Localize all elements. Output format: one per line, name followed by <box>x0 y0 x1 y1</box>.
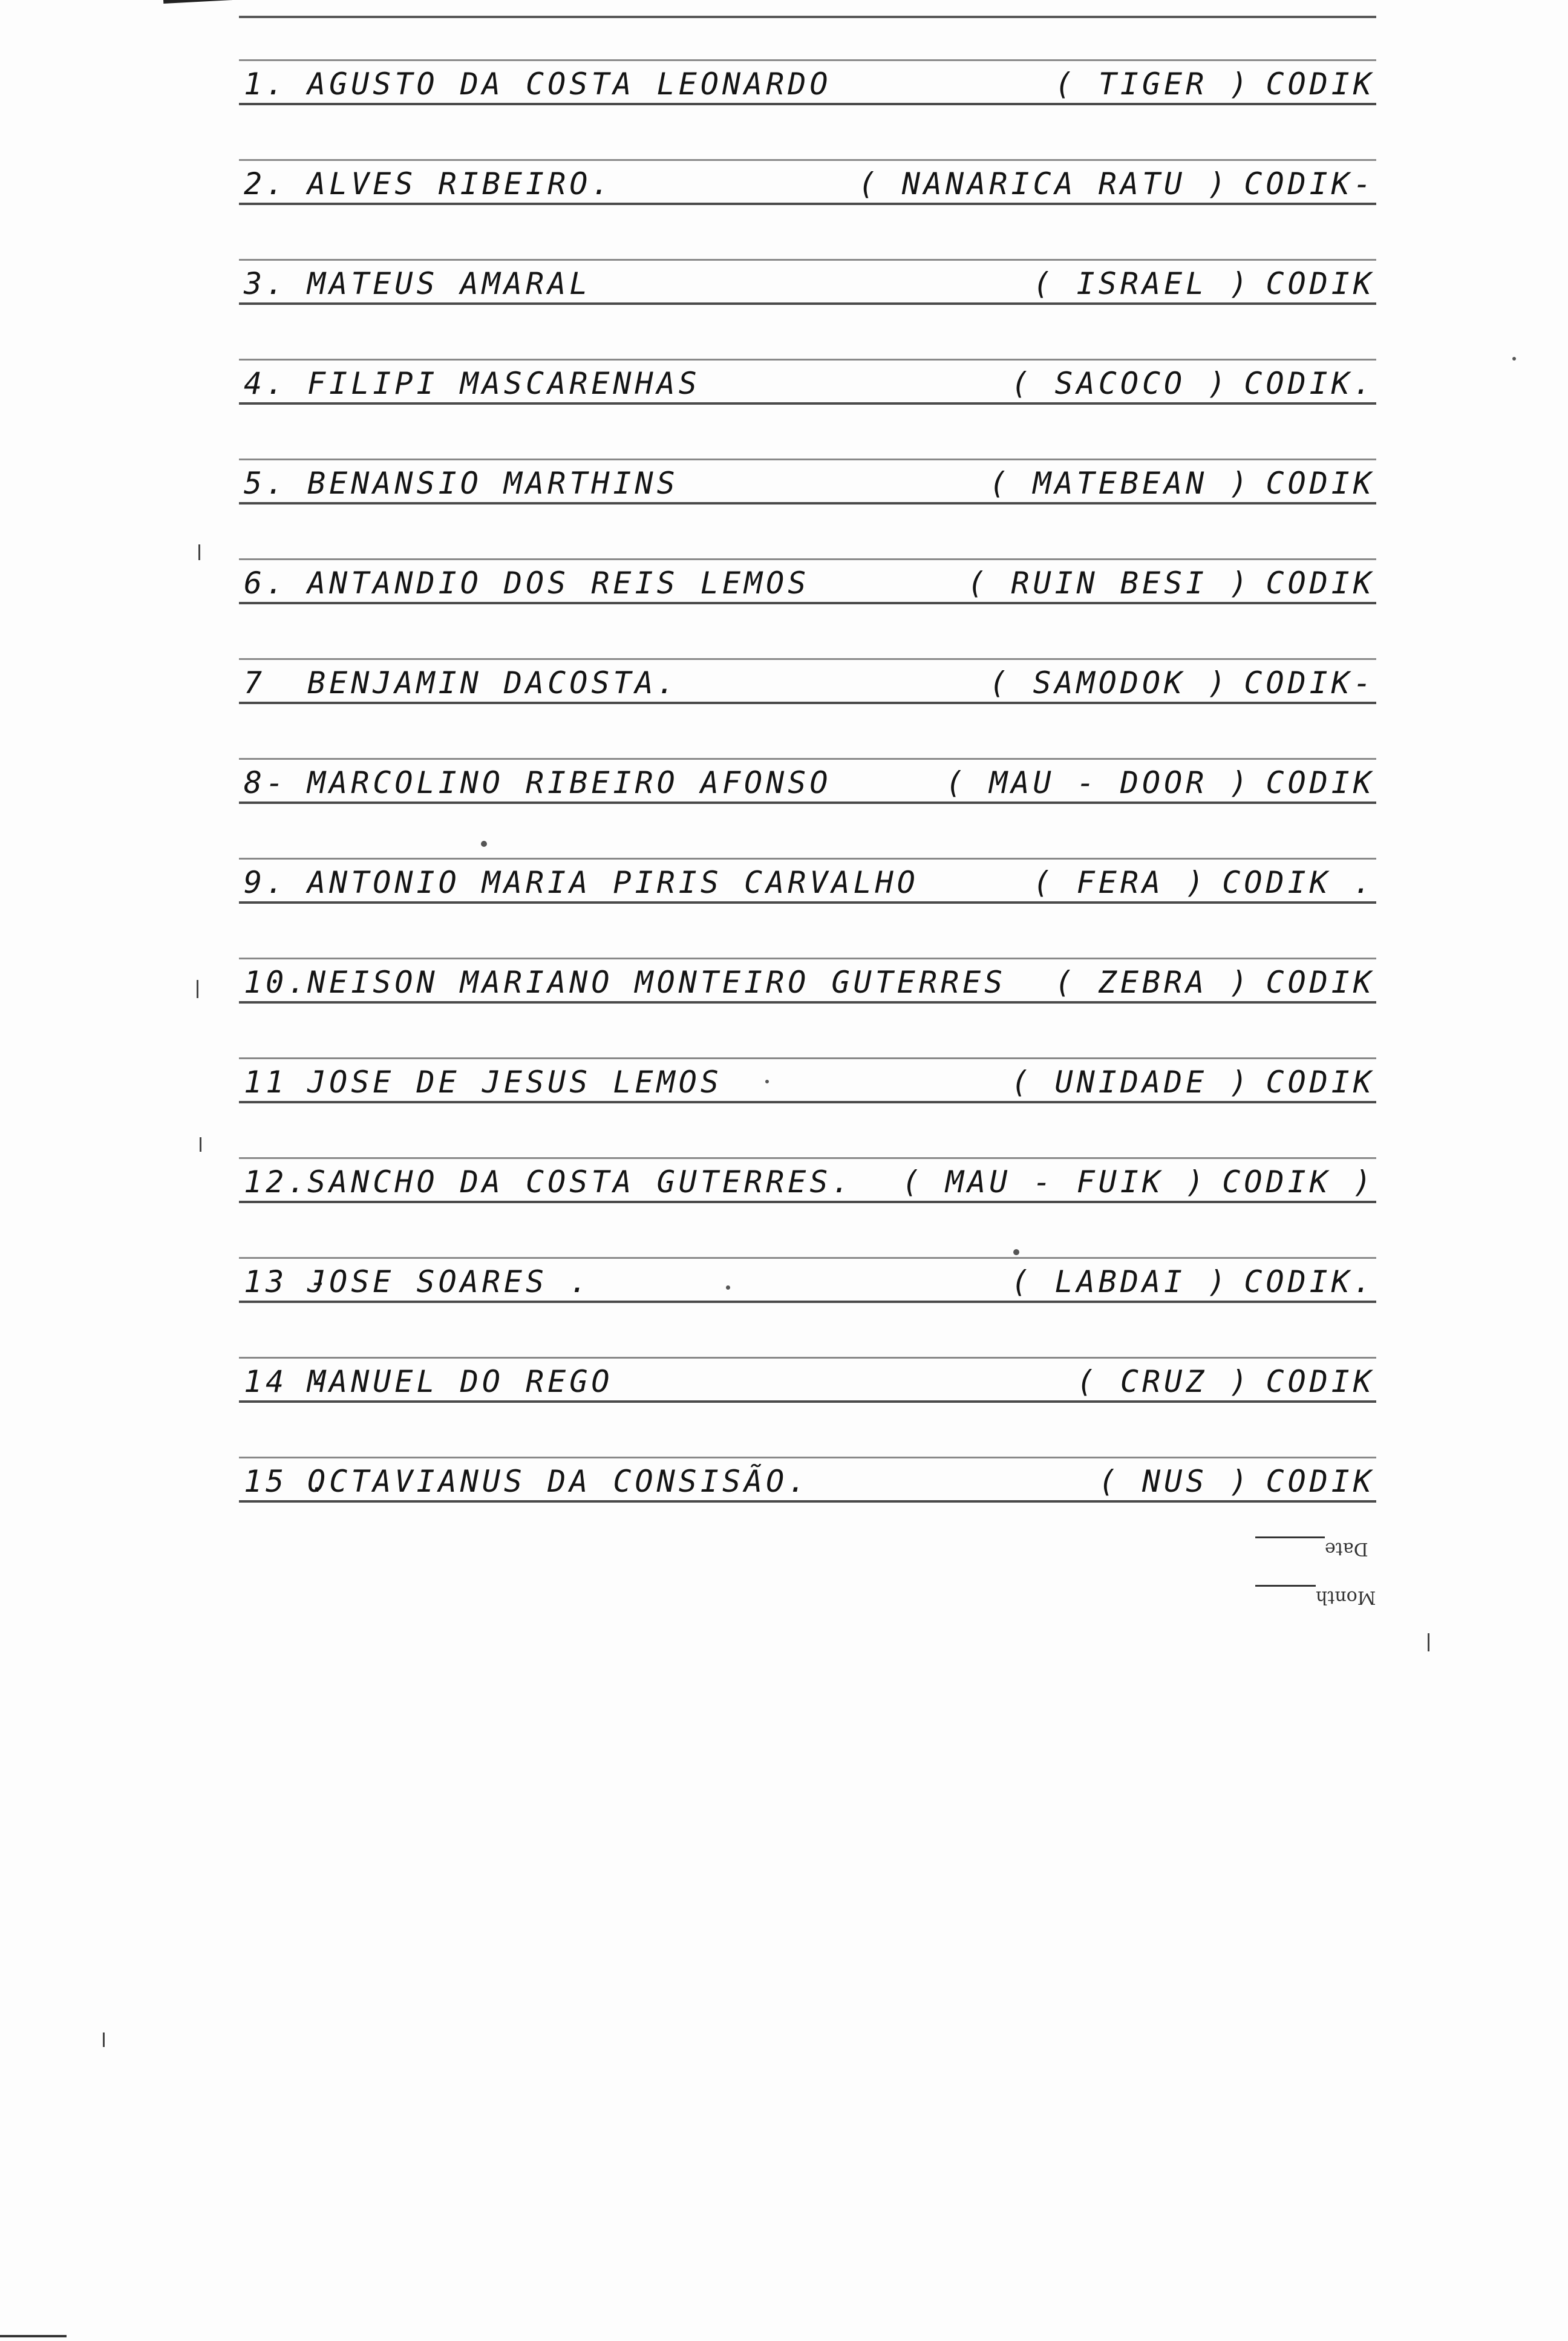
list-item <box>239 1110 1376 1209</box>
code-label: CODIK. <box>1244 366 1375 401</box>
entry-line <box>244 165 1375 201</box>
entry-line <box>244 65 1375 102</box>
person-name: NEISON MARIANO MONTEIRO GUTERRES <box>307 965 1007 1000</box>
entry-line <box>244 1063 1375 1100</box>
nickname: ( MAU - FUIK ) <box>901 1164 1208 1200</box>
code-label: CODIK ) <box>1222 1164 1375 1200</box>
margin-mark <box>200 1137 201 1152</box>
entry-number: 6. <box>244 566 288 601</box>
ruled-line <box>239 1201 1376 1203</box>
ink-speck <box>481 841 487 847</box>
ruled-line <box>239 1157 1376 1159</box>
entry-line <box>244 1163 1375 1200</box>
list-item <box>239 1310 1376 1409</box>
ruled-line <box>239 159 1376 161</box>
person-name: ANTONIO MARIA PIRIS CARVALHO <box>307 865 919 900</box>
person-name: MARCOLINO RIBEIRO AFONSO <box>307 765 832 800</box>
person-name: SANCHO DA COSTA GUTERRES. <box>307 1164 854 1200</box>
entry-line <box>244 664 1375 700</box>
entry-line <box>244 1463 1375 1499</box>
entry-number: 14 - <box>244 1364 332 1399</box>
ruled-line <box>239 558 1376 560</box>
entry-number: 13 - <box>244 1264 332 1299</box>
person-name: MANUEL DO REGO <box>307 1364 613 1399</box>
entry-number: 11 <box>244 1065 288 1100</box>
ruled-line <box>239 958 1376 959</box>
nickname: ( MAU - DOOR ) <box>946 765 1252 800</box>
code-label: CODIK <box>1266 566 1375 601</box>
person-name: MATEUS AMARAL <box>307 266 592 301</box>
nickname: ( NANARICA RATU ) <box>858 166 1230 201</box>
ink-speck <box>1013 1249 1019 1255</box>
ruled-line <box>239 1357 1376 1359</box>
nickname: ( RUIN BESI ) <box>967 566 1252 601</box>
ruled-line <box>239 758 1376 760</box>
code-label: CODIK- <box>1244 166 1375 201</box>
nickname: ( UNIDADE ) <box>1011 1065 1252 1100</box>
ruled-line <box>239 702 1376 704</box>
ruled-line <box>239 1500 1376 1503</box>
list-item <box>239 611 1376 710</box>
entry-line <box>244 1263 1375 1299</box>
ruled-line <box>239 302 1376 305</box>
nickname: ( FERA ) <box>1033 865 1208 900</box>
ink-speck <box>726 1285 730 1290</box>
entry-line <box>244 265 1375 301</box>
code-label: CODIK <box>1266 266 1375 301</box>
nickname: ( SAMODOK ) <box>989 665 1230 700</box>
ruled-line <box>239 103 1376 105</box>
person-name: JOSE SOARES . <box>307 1264 592 1299</box>
entry-number: 12. <box>244 1164 310 1200</box>
nickname: ( ISRAEL ) <box>1033 266 1252 301</box>
person-name: BENJAMIN DACOSTA. <box>307 665 679 700</box>
code-label: CODIK- <box>1244 665 1375 700</box>
entry-line <box>244 764 1375 800</box>
margin-mark <box>103 2032 105 2047</box>
entry-number: 1. <box>244 67 288 102</box>
ruled-line <box>239 1001 1376 1004</box>
ink-speck <box>1512 357 1516 361</box>
ruled-line <box>239 802 1376 804</box>
ruled-line <box>239 602 1376 604</box>
code-label: CODIK <box>1266 466 1375 501</box>
person-name: ANTANDIO DOS REIS LEMOS <box>307 566 810 601</box>
nickname: ( LABDAI ) <box>1011 1264 1230 1299</box>
date-rule <box>1255 1536 1325 1538</box>
ruled-line <box>239 203 1376 205</box>
code-label: CODIK <box>1266 67 1375 102</box>
list-item <box>239 1210 1376 1309</box>
person-name: ALVES RIBEIRO. <box>307 166 613 201</box>
ruled-line <box>239 1301 1376 1303</box>
date-label: Date <box>1325 1538 1368 1559</box>
list-item <box>239 1409 1376 1509</box>
ruled-line <box>239 858 1376 860</box>
list-item <box>239 12 1376 111</box>
list-item <box>239 411 1376 511</box>
entry-number: 4. <box>244 366 288 401</box>
code-label: CODIK <box>1266 765 1375 800</box>
ruled-line <box>239 259 1376 261</box>
code-label: CODIK <box>1266 1065 1375 1100</box>
entry-number: 8- <box>244 765 288 800</box>
person-name: OCTAVIANUS DA CONSISÃO. <box>307 1464 810 1499</box>
torn-corner-mark <box>163 0 236 4</box>
person-name: BENANSIO MARTHINS <box>307 466 679 501</box>
bottom-edge-mark <box>0 2335 67 2337</box>
entry-line <box>244 964 1375 1000</box>
list-item <box>239 711 1376 810</box>
code-label: CODIK <box>1266 1464 1375 1499</box>
margin-mark <box>1428 1633 1429 1651</box>
code-label: CODIK. <box>1244 1264 1375 1299</box>
entry-number: 3. <box>244 266 288 301</box>
ruled-line <box>239 1257 1376 1259</box>
ruled-line <box>239 1057 1376 1059</box>
list-item <box>239 511 1376 610</box>
margin-mark <box>198 544 200 560</box>
entry-number: 15 . <box>244 1464 332 1499</box>
entry-number: 10. <box>244 965 310 1000</box>
entry-number: 9. <box>244 865 288 900</box>
nickname: ( ZEBRA ) <box>1054 965 1252 1000</box>
ruled-line <box>239 402 1376 405</box>
entry-line <box>244 864 1375 900</box>
code-label: CODIK <box>1266 1364 1375 1399</box>
ruled-line <box>239 901 1376 904</box>
person-name: AGUSTO DA COSTA LEONARDO <box>307 67 832 102</box>
entry-line <box>244 365 1375 401</box>
ruled-line <box>239 1101 1376 1103</box>
entry-line <box>244 564 1375 601</box>
ruled-line <box>239 658 1376 660</box>
code-label: CODIK <box>1266 965 1375 1000</box>
list-item <box>239 811 1376 910</box>
month-label: Month <box>1316 1587 1376 1608</box>
nickname: ( NUS ) <box>1098 1464 1252 1499</box>
ruled-line <box>239 1457 1376 1458</box>
ruled-line <box>239 59 1376 61</box>
list-item <box>239 1010 1376 1109</box>
list-item <box>239 312 1376 411</box>
list-item <box>239 212 1376 311</box>
code-label: CODIK . <box>1222 865 1375 900</box>
entry-number: 5. <box>244 466 288 501</box>
entry-line <box>244 465 1375 501</box>
list-item <box>239 910 1376 1010</box>
ruled-line <box>239 459 1376 460</box>
entry-number: 7 <box>244 665 266 700</box>
margin-mark <box>197 980 198 998</box>
ink-speck <box>765 1080 769 1083</box>
month-rule <box>1255 1585 1316 1587</box>
ruled-line <box>239 359 1376 361</box>
nickname: ( SACOCO ) <box>1011 366 1230 401</box>
nickname: ( TIGER ) <box>1054 67 1252 102</box>
ruled-line <box>239 502 1376 504</box>
entry-number: 2. <box>244 166 288 201</box>
person-name: JOSE DE JESUS LEMOS <box>307 1065 722 1100</box>
entry-line <box>244 1363 1375 1399</box>
nickname: ( MATEBEAN ) <box>989 466 1252 501</box>
nickname: ( CRUZ ) <box>1076 1364 1252 1399</box>
ruled-line <box>239 1400 1376 1403</box>
person-name: FILIPI MASCARENHAS <box>307 366 701 401</box>
list-item <box>239 112 1376 211</box>
